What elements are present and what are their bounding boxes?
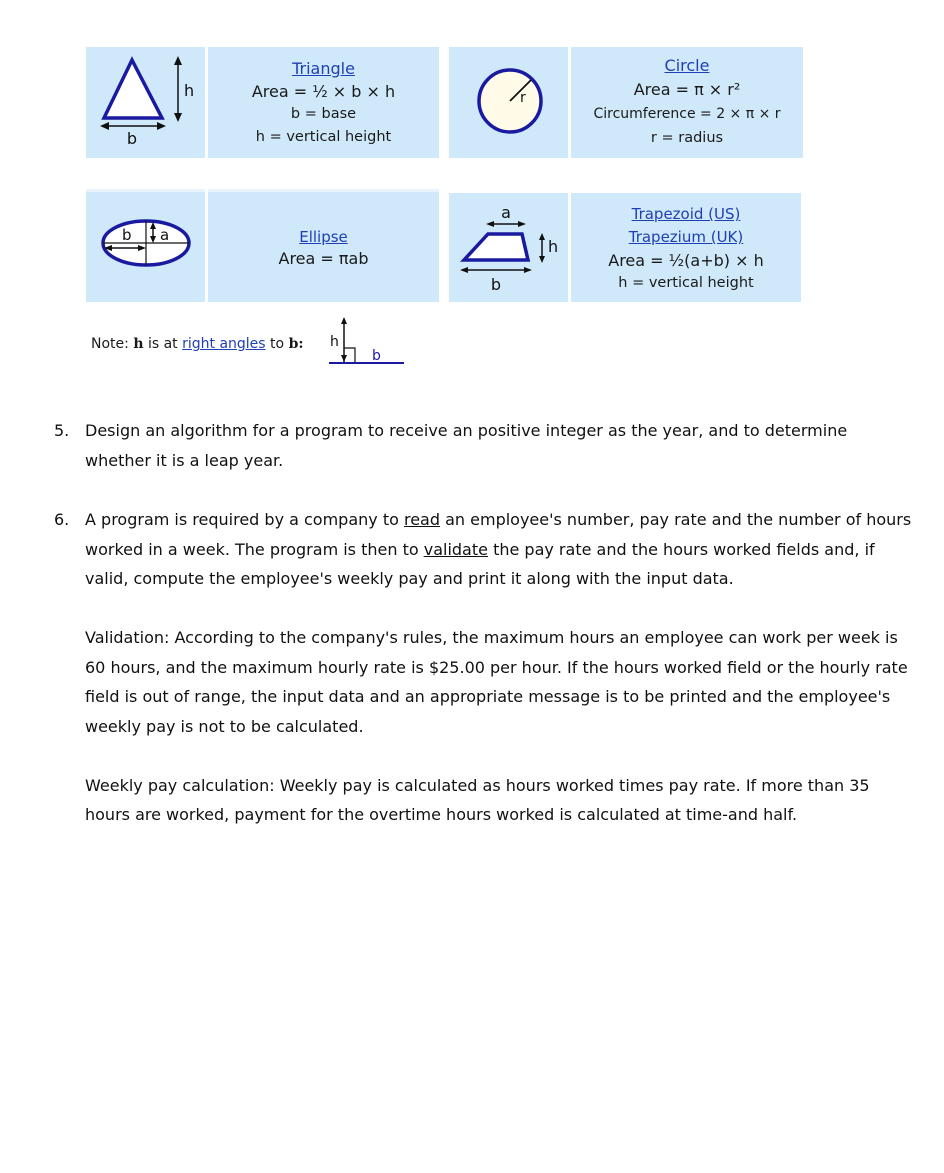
question-6-paragraph-1: A program is required by a company to read an employee's number, pay rate and the number of hours worked in a week. The program is then to validate the pay rate and the hours worked fields and, if valid, compute the employee's weekly pay and print it along with the input data. (85, 510, 912, 588)
question-6-validation: Validation: According to the company's rules, the maximum hours an employee can work per week is 60 hours, and the maximum hourly rate is $25.00 per hour. If the hours worked field or the hourly rate field is out of range, the input data and an appropriate message is to be printed and the employee's weekly pay is not to be calculated. (85, 628, 908, 736)
question-5-number: 5. (54, 421, 70, 440)
note-fig-b-label: b (372, 348, 381, 364)
triangle-text (208, 58, 439, 149)
question-6-weekly-pay: Weekly pay calculation: Weekly pay is calculated as hours worked times pay rate. If more than 35 hours are worked, payment for the overtime hours worked is calculated at time-and half. (85, 775, 870, 824)
note-h: h (133, 336, 144, 352)
question-6-number: 6. (54, 510, 70, 529)
triangle-b-label: b (126, 129, 138, 148)
trapezoid-h-label: h (548, 237, 559, 256)
circle-radius-def: r = radius (650, 130, 724, 146)
triangle-height-def: h = vertical height (255, 129, 392, 145)
circle-text (571, 55, 803, 150)
ellipse-area-formula: Area = πab (278, 249, 369, 268)
ellipse-b-label: b (122, 226, 132, 244)
ellipse-text (208, 226, 439, 270)
note-b: b: (288, 336, 304, 352)
triangle-area-formula: Area = ½ × b × h (251, 82, 396, 101)
read-underlined: read (403, 510, 441, 529)
triangle-base-def: b = base (290, 106, 357, 122)
trapezium-uk-link[interactable]: Trapezium (UK) (628, 228, 744, 246)
ellipse-title-link[interactable]: Ellipse (299, 228, 348, 246)
right-angles-link[interactable]: right angles (182, 336, 266, 352)
trapezoid-area-formula: Area = ½(a+b) × h (608, 251, 764, 270)
question-5-text: Design an algorithm for a program to receive an positive integer as the year, and to determine whether it is a leap year. (85, 421, 848, 470)
triangle-title-link[interactable]: Triangle (292, 59, 355, 78)
triangle-h-label: h (184, 81, 195, 100)
ellipse-diagram (100, 218, 194, 274)
circle-diagram (473, 64, 547, 138)
circle-area-formula: Area = π × r² (633, 80, 741, 99)
trapezoid-diagram (458, 202, 566, 296)
trapezoid-b-label: b (490, 275, 502, 294)
right-angle-diagram (326, 316, 408, 368)
validate-underlined: validate (423, 539, 488, 559)
circle-circumference-formula: Circumference = 2 × π × r (593, 106, 781, 122)
trapezoid-us-link[interactable]: Trapezoid (US) (631, 205, 741, 223)
triangle-diagram (96, 52, 200, 152)
question-6 (54, 505, 914, 830)
right-angle-note: Note: h is at right angles to b: (91, 336, 304, 352)
circle-r-label: r (520, 90, 526, 106)
trapezoid-height-def: h = vertical height (618, 275, 754, 291)
question-5 (54, 416, 914, 475)
circle-title-link[interactable]: Circle (664, 56, 710, 75)
trapezoid-text (571, 203, 801, 295)
ellipse-a-label: a (160, 226, 170, 244)
trapezoid-a-label: a (501, 203, 511, 222)
note-fig-h-label: h (330, 334, 339, 350)
